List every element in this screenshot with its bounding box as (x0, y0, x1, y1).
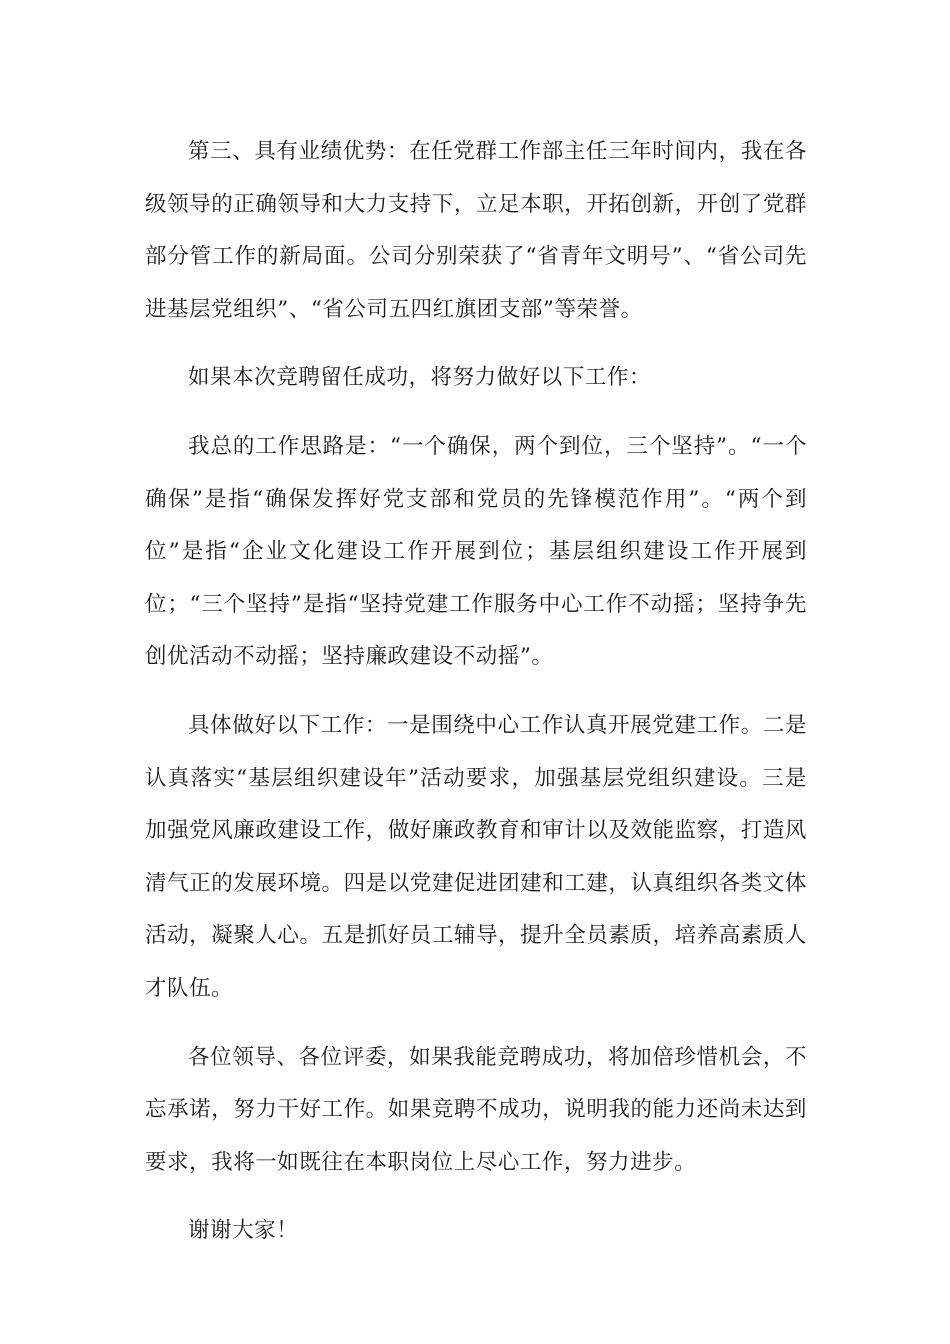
paragraph-closing-commitment: 各位领导、各位评委，如果我能竞聘成功，将加倍珍惜机会，不忘承诺，努力干好工作。如果竞聘不成功，说明我的能力还尚未达到要求，我将一如既往在本职岗位上尽心工作，努力进步。 (145, 1044, 807, 1175)
paragraph-gap (145, 336, 807, 352)
paragraph-gap (145, 1016, 807, 1032)
paragraph-work-approach: 我总的工作思路是：“一个确保，两个到位，三个坚持”。“一个确保”是指“确保发挥好党支部和党员的先锋模范作用”。“两个到位”是指“企业文化建设工作开展到位；基层组织建设工作开展到位；“三个坚持”是指“坚持党建工作服务中心工作不动摇；坚持争先创优活动不动摇；坚持廉政建设不动摇”。 (145, 433, 807, 670)
paragraph-specific-work: 具体做好以下工作：一是围绕中心工作认真开展党建工作。二是认真落实“基层组织建设年”活动要求，加强基层党组织建设。三是加强党风廉政建设工作，做好廉政教育和审计以及效能监察，打造风清气正的发展环境。四是以党建促进团建和工建，认真组织各类文体活动，凝聚人心。五是抓好员工辅导，提升全员素质，培养高素质人才队伍。 (145, 712, 807, 1001)
paragraph-thanks: 谢谢大家！ (188, 1218, 299, 1244)
paragraph-gap (145, 1189, 807, 1205)
paragraph-performance-advantage: 第三、具有业绩优势：在任党群工作部主任三年时间内，我在各级领导的正确领导和大力支持下，立足本职，开拓创新，开创了党群部分管工作的新局面。公司分别荣获了“省青年文明号”、“省公司先进基层党组织”、“省公司五四红旗团支部”等荣誉。 (145, 139, 807, 322)
paragraph-if-retained: 如果本次竞聘留任成功，将努力做好以下工作： (188, 365, 652, 391)
document-body (145, 126, 807, 1258)
paragraph-gap (145, 684, 807, 700)
paragraph-gap (145, 405, 807, 421)
